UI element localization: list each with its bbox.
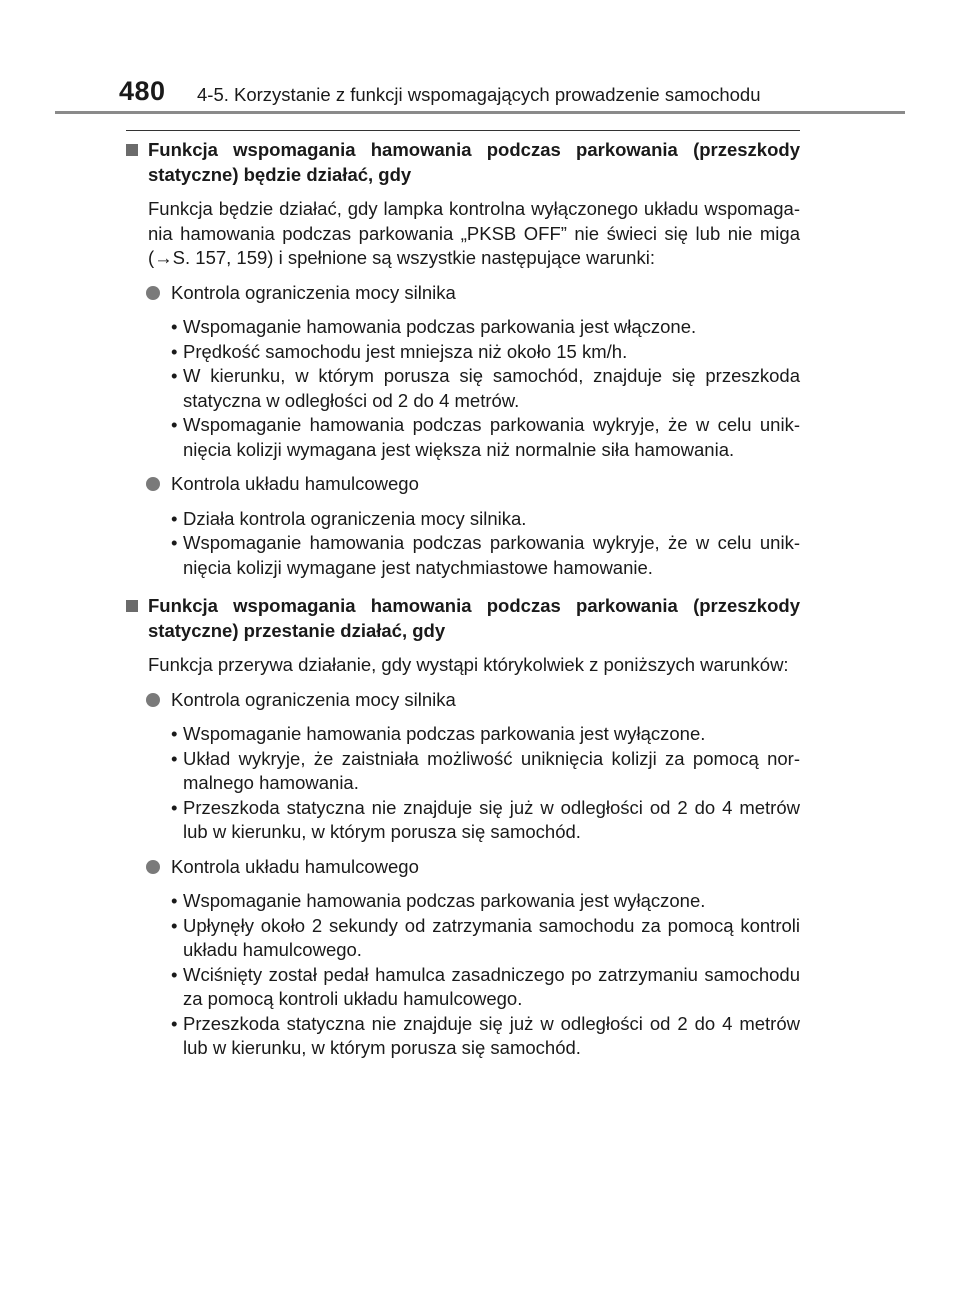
list-item: • Wspomaganie hamowania podczas parkowania wykryje, że w celu unik-nięcia kolizji wymagana jest większa niż normalnie siła hamowania. — [171, 414, 800, 460]
bullet-list — [126, 507, 800, 581]
page-content — [126, 138, 800, 1061]
chapter-title: 4-5. Korzystanie z funkcji wspomagających prowadzenie samochodu — [197, 84, 761, 105]
square-bullet-icon — [126, 600, 138, 612]
bullet-list — [126, 722, 800, 845]
bullet-list — [126, 315, 800, 462]
list-item: • Wspomaganie hamowania podczas parkowania jest włączone. — [171, 316, 697, 337]
list-item: • Przeszkoda statyczna nie znajduje się już w odległości od 2 do 4 metrów lub w kierunku, w którym porusza się samochód. — [171, 796, 800, 842]
section-heading: Funkcja wspomagania hamowania podczas parkowania (przeszkody statyczne) będzie działać, gdy — [126, 138, 800, 187]
list-item: • Wspomaganie hamowania podczas parkowania wykryje, że w celu unik-nięcia kolizji wymagane jest natychmiastowe hamowanie. — [171, 532, 800, 578]
list-item: • Układ wykryje, że zaistniała możliwość uniknięcia kolizji za pomocą nor-malnego hamowania. — [171, 747, 800, 793]
list-item: • Wciśnięty został pedał hamulca zasadniczego po zatrzymaniu samochodu za pomocą kontroli układu hamulcowego. — [171, 963, 800, 1009]
section — [126, 594, 800, 1061]
list-item: • Prędkość samochodu jest mniejsza niż około 15 km/h. — [171, 340, 628, 362]
group-title: Kontrola układu hamulcowego — [126, 855, 800, 880]
group-title: Kontrola układu hamulcowego — [126, 472, 800, 497]
section-intro: Funkcja przerywa działanie, gdy wystąpi którykolwiek z poniższych warunków: — [148, 654, 789, 675]
circle-bullet-icon — [146, 693, 160, 707]
bullet-list — [126, 889, 800, 1061]
page-header — [0, 0, 960, 120]
header-divider — [55, 111, 905, 114]
page-number: 480 — [119, 76, 166, 106]
circle-bullet-icon — [146, 286, 160, 300]
section-divider — [126, 130, 800, 131]
section-intro: Funkcja będzie działać, gdy lampka kontrolna wyłączonego układu wspomaga-nia hamowania podczas parkowania „PKSB OFF” nie świeci się lub nie miga (→S. 157, 159) i spełnione są wszystkie następujące warunki: — [148, 198, 800, 268]
list-item: • Przeszkoda statyczna nie znajduje się już w odległości od 2 do 4 metrów lub w kierunku, w którym porusza się samochód. — [171, 1012, 800, 1058]
list-item: • W kierunku, w którym porusza się samochód, znajduje się przeszkoda statyczna w odległości od 2 do 4 metrów. — [171, 365, 800, 411]
list-item: • Upłynęły około 2 sekundy od zatrzymania samochodu za pomocą kontroli układu hamulcowego. — [171, 914, 800, 960]
group-title: Kontrola ograniczenia mocy silnika — [126, 688, 800, 713]
group-title: Kontrola ograniczenia mocy silnika — [126, 281, 800, 306]
list-item: • Działa kontrola ograniczenia mocy silnika. — [171, 507, 527, 529]
circle-bullet-icon — [146, 477, 160, 491]
section — [126, 138, 800, 580]
list-item: • Wspomaganie hamowania podczas parkowania jest wyłączone. — [171, 890, 706, 911]
circle-bullet-icon — [146, 860, 160, 874]
square-bullet-icon — [126, 144, 138, 156]
list-item: • Wspomaganie hamowania podczas parkowania jest wyłączone. — [171, 723, 706, 744]
section-heading: Funkcja wspomagania hamowania podczas parkowania (przeszkody statyczne) przestanie działać, gdy — [126, 594, 800, 643]
